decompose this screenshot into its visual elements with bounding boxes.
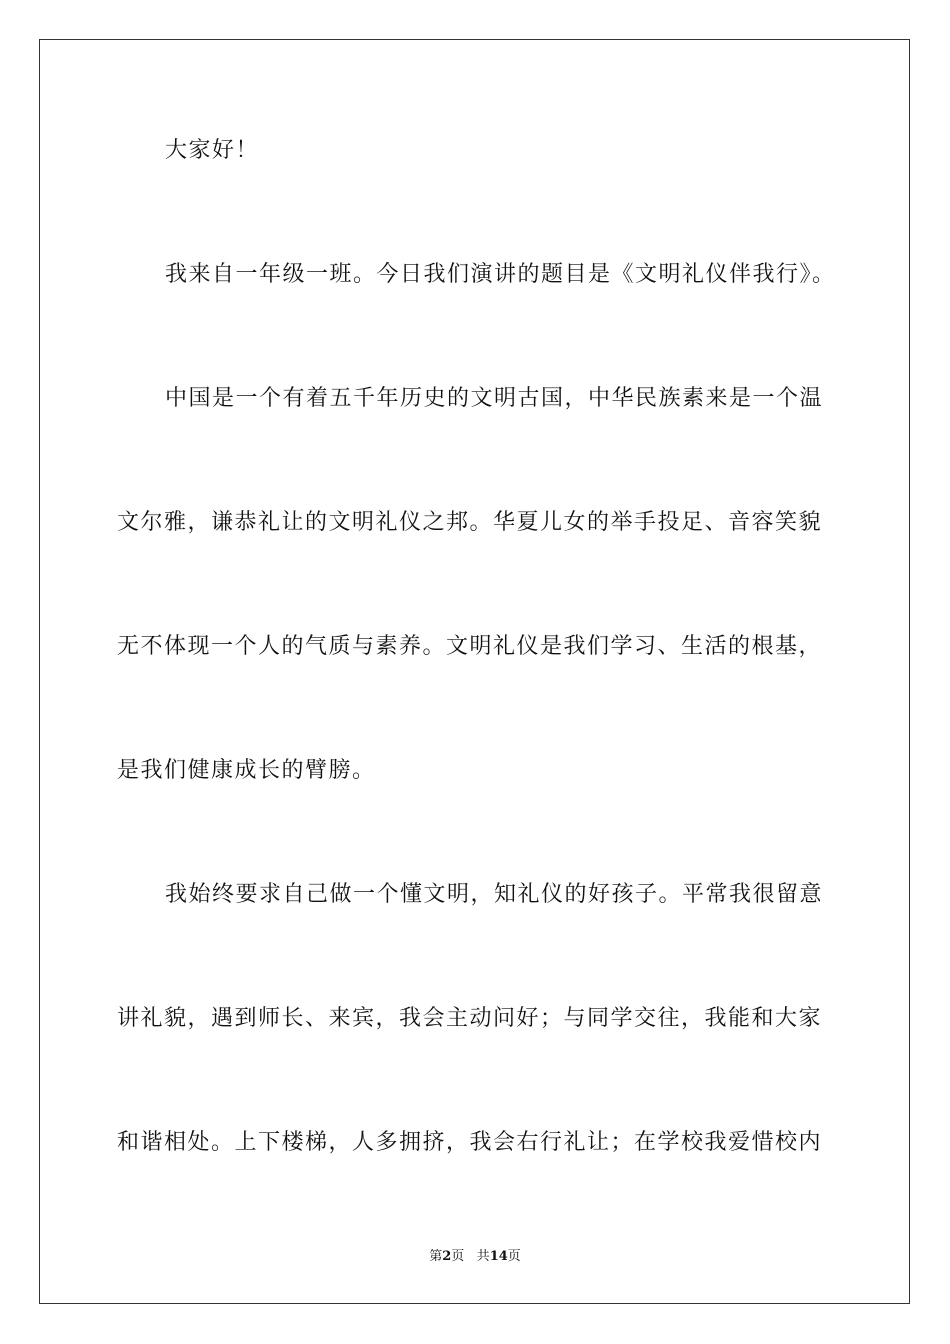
footer-total-prefix: 共 — [476, 1249, 490, 1264]
body-line-para3-2: 讲礼貌，遇到师长、来宾，我会主动问好；与同学交往，我能和大家 — [117, 1006, 823, 1031]
footer-total-suffix: 页 — [507, 1249, 521, 1264]
body-line-para2-4: 是我们健康成长的臂膀。 — [117, 758, 376, 783]
footer-page-number: 2 — [442, 1249, 452, 1264]
page-frame — [39, 39, 910, 1304]
body-line-para3-3: 和谐相处。上下楼梯，人多拥挤，我会右行礼让；在学校我爱惜校内 — [117, 1130, 823, 1155]
footer-page-prefix: 第 — [429, 1249, 443, 1264]
page-footer — [0, 1248, 950, 1266]
body-line-intro: 我来自一年级一班。今日我们演讲的题目是《文明礼仪伴我行》。 — [165, 262, 836, 287]
footer-page-suffix: 页 — [451, 1249, 465, 1264]
greeting-line: 大家好！ — [165, 138, 260, 163]
footer-total-pages: 14 — [489, 1249, 508, 1264]
body-line-para2-3: 无不体现一个人的气质与素养。文明礼仪是我们学习、生活的根基， — [117, 634, 823, 659]
body-line-para3-1: 我始终要求自己做一个懂文明，知礼仪的好孩子。平常我很留意 — [165, 882, 824, 907]
body-line-para2-2: 文尔雅，谦恭礼让的文明礼仪之邦。华夏儿女的举手投足、音容笑貌 — [117, 510, 823, 535]
body-line-para2-1: 中国是一个有着五千年历史的文明古国，中华民族素来是一个温 — [165, 386, 824, 411]
